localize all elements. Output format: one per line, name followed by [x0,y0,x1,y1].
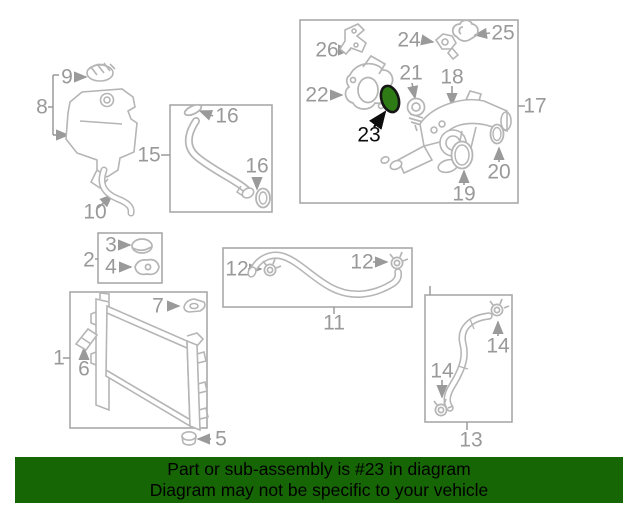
highlight-banner [15,457,623,503]
callout-12a[interactable]: 12 [225,257,249,281]
oring-20-drawing [491,125,504,144]
bracket-6-drawing [76,329,97,350]
callout-15[interactable]: 15 [137,143,161,167]
bracket-7-drawing [184,299,205,312]
oring-19-drawing [452,142,473,169]
reservoir-cap-drawing [87,63,115,81]
callout-5[interactable]: 5 [215,427,227,451]
callout-18[interactable]: 18 [440,65,464,89]
callout-13[interactable]: 13 [459,428,483,452]
callout-26[interactable]: 26 [315,38,339,62]
callout-3[interactable]: 3 [105,233,117,257]
callout-24[interactable]: 24 [397,28,421,52]
callout-12b[interactable]: 12 [350,250,374,274]
callout-4[interactable]: 4 [105,255,117,279]
clip-25-drawing [453,20,478,41]
callout-10[interactable]: 10 [83,200,107,224]
callout-11[interactable]: 11 [323,311,345,335]
clamp-12b-drawing [390,252,408,269]
callout-14a[interactable]: 14 [486,334,510,358]
callout-14b[interactable]: 14 [430,359,454,383]
banner-line-1: Part or sub-assembly is #23 in diagram [167,459,471,479]
highlighted-oring-23[interactable] [378,84,403,115]
callout-7[interactable]: 7 [152,294,164,318]
callout-16b[interactable]: 16 [245,154,269,178]
callout-22[interactable]: 22 [305,83,329,107]
clamp-14a-drawing [490,299,509,316]
callout-2[interactable]: 2 [83,248,95,272]
callout-6[interactable]: 6 [78,357,90,381]
callout-16a[interactable]: 16 [215,104,239,128]
sensor-24-drawing [436,34,458,59]
callout-1[interactable]: 1 [53,346,65,370]
drain-plug-5-drawing [182,432,196,445]
banner-line-2: Diagram may not be specific to your vehicle [149,480,489,500]
callout-17[interactable]: 17 [523,94,547,118]
grommet-4-drawing [135,260,159,275]
callout-20[interactable]: 20 [487,160,511,184]
callout-19[interactable]: 19 [452,182,476,206]
callout-9[interactable]: 9 [61,65,73,89]
callout-23-highlighted[interactable]: 23 [357,123,381,147]
callout-25[interactable]: 25 [491,21,515,45]
bracket-26-drawing [340,24,366,54]
radiator-drawing [91,293,208,430]
callout-21[interactable]: 21 [399,61,423,85]
callout-8[interactable]: 8 [36,95,48,119]
cap-3-drawing [132,239,152,253]
